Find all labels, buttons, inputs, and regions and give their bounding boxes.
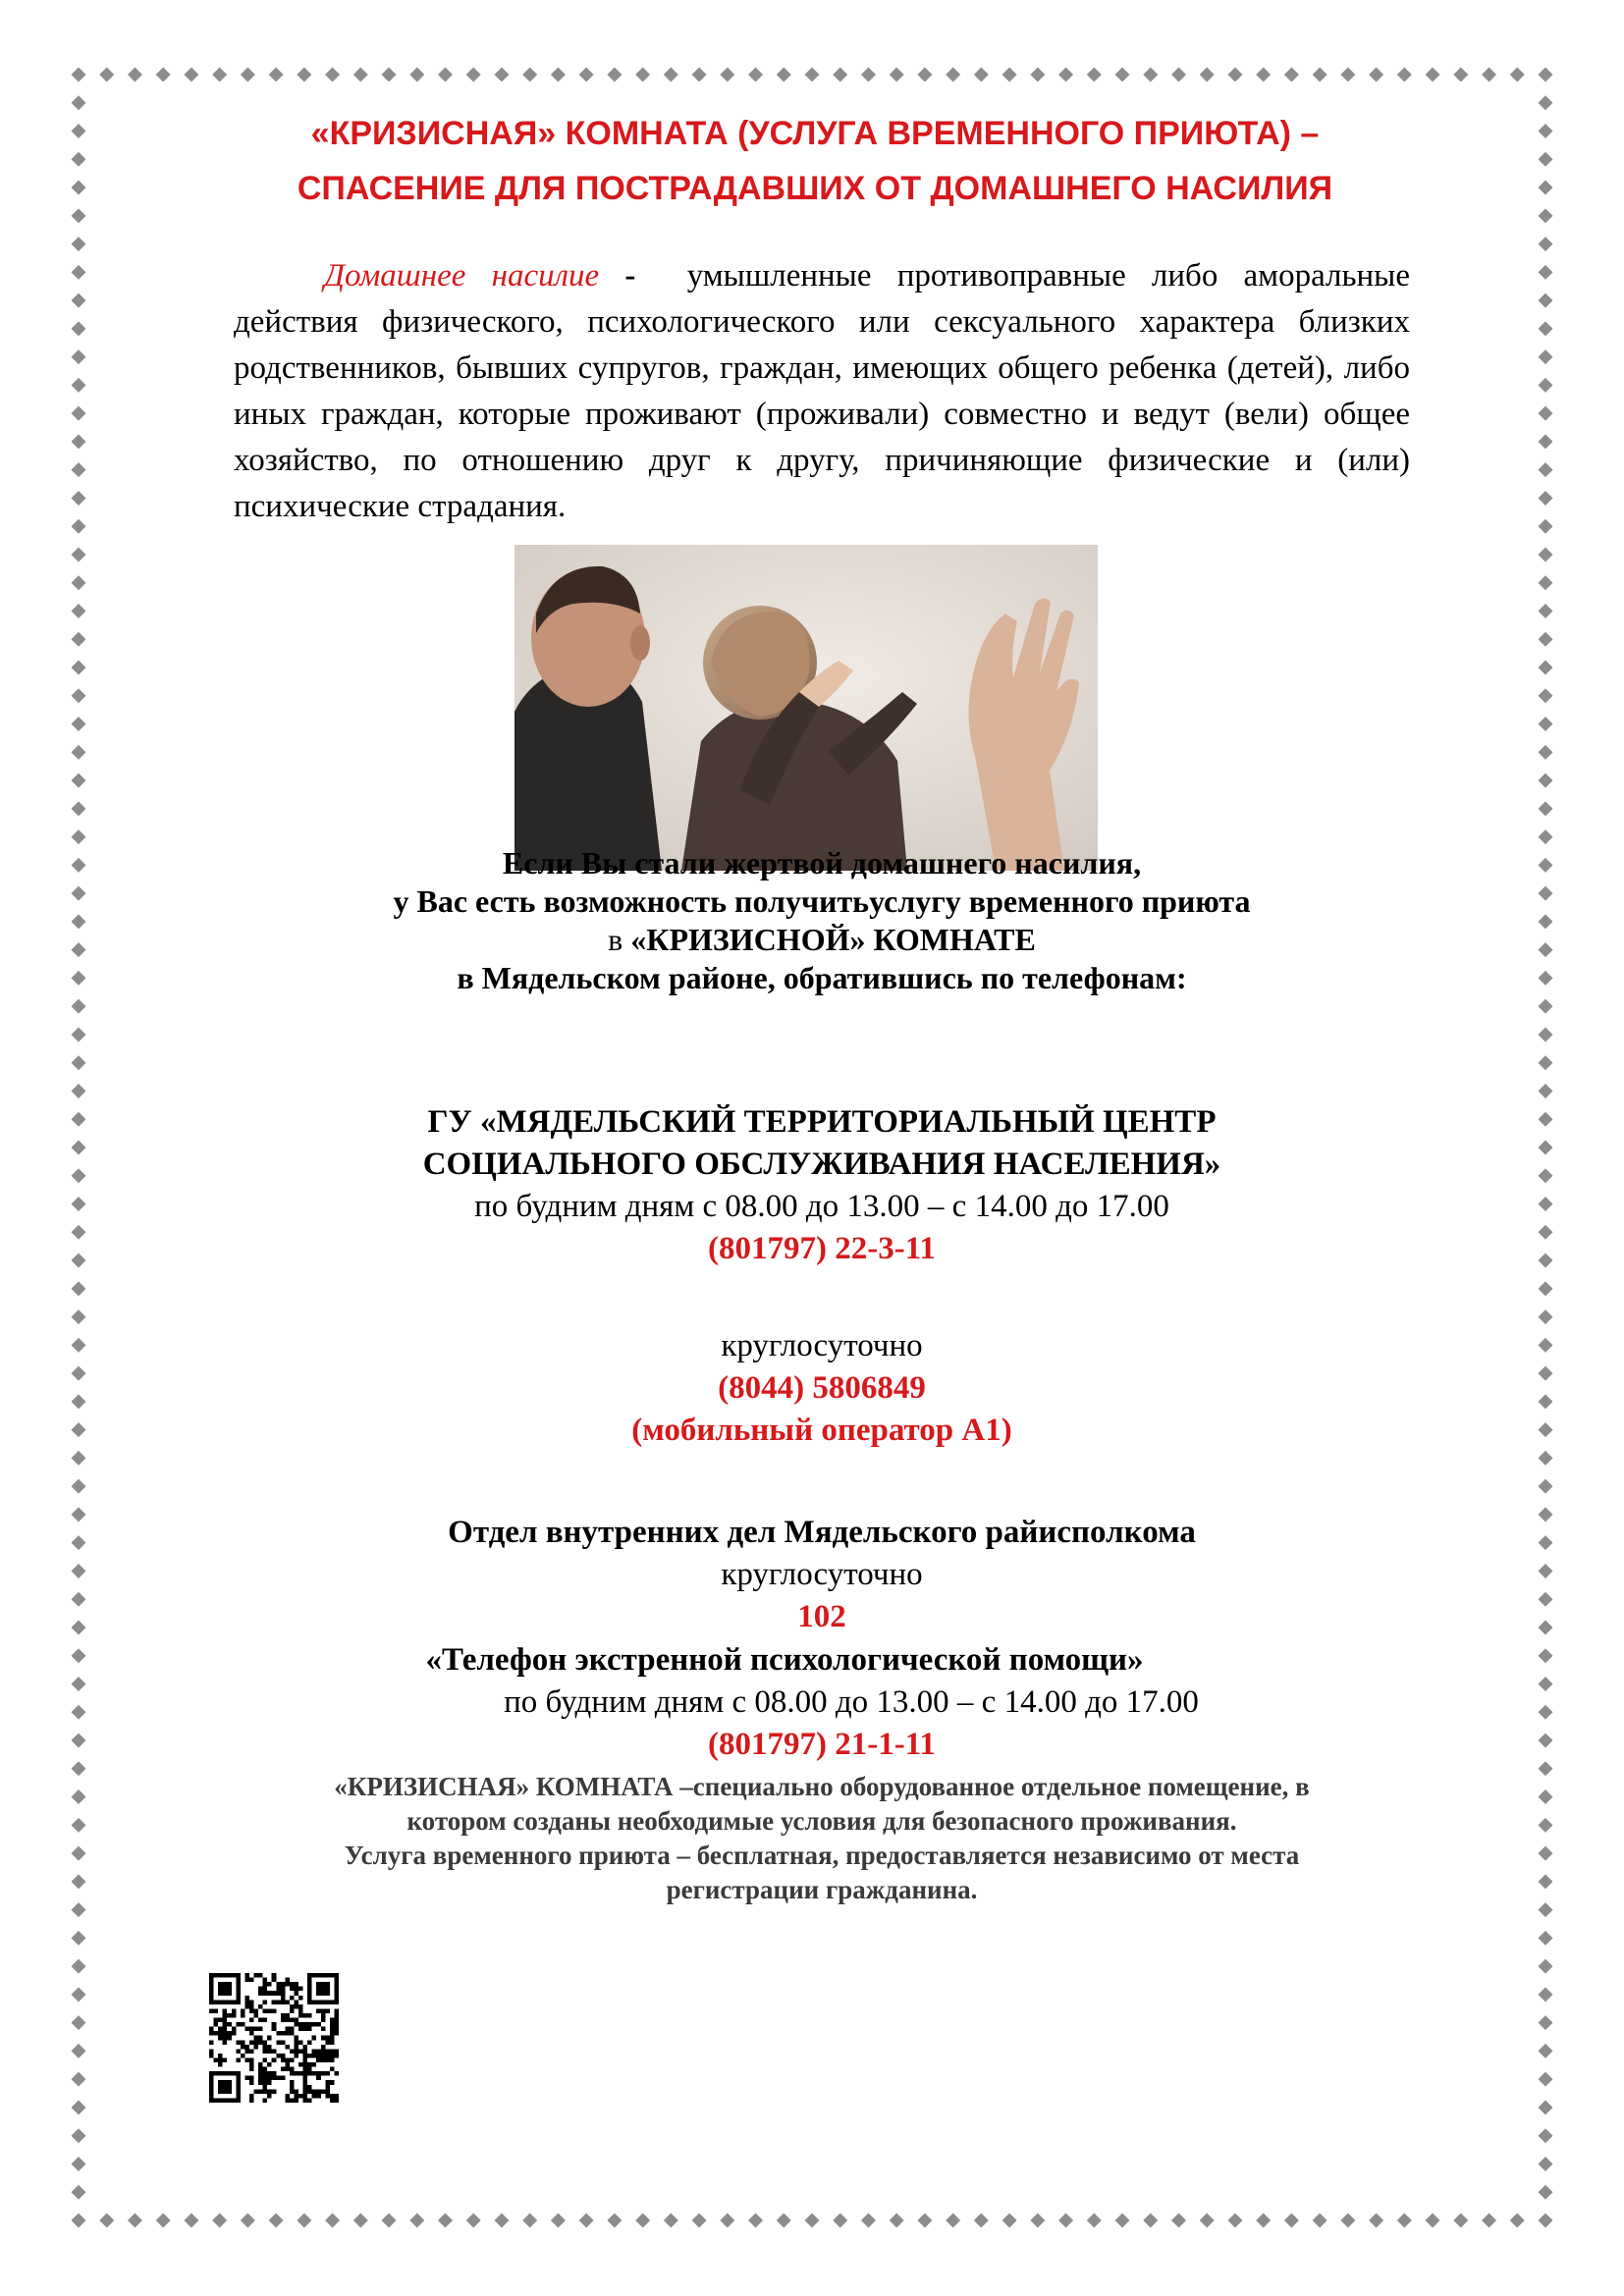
border-diamond: [72, 886, 86, 901]
border-diamond: [748, 2214, 763, 2228]
police-phone: 102: [797, 1599, 846, 1634]
border-diamond: [1539, 462, 1553, 477]
hotline-hours: по будним дням с 08.00 до 13.00 – с 14.00 до 17.00: [504, 1684, 1199, 1720]
border-diamond: [1256, 2214, 1271, 2228]
border-diamond: [1539, 971, 1553, 986]
border-diamond: [1058, 68, 1073, 82]
border-diamond: [1539, 1254, 1553, 1268]
border-diamond: [297, 68, 311, 82]
border-diamond: [241, 68, 255, 82]
border-diamond: [212, 2214, 227, 2228]
definition-paragraph: [234, 253, 1410, 530]
domestic-violence-illustration: [514, 545, 1098, 871]
border-diamond: [494, 68, 509, 82]
border-diamond: [833, 68, 847, 82]
border-diamond: [579, 2214, 594, 2228]
border-diamond: [635, 2214, 650, 2228]
border-diamond: [72, 294, 86, 308]
border-diamond: [1539, 434, 1553, 449]
border-diamond: [72, 1451, 86, 1466]
border-diamond: [1200, 68, 1215, 82]
border-diamond: [72, 1535, 86, 1550]
footer-line-1: «КРИЗИСНАЯ» КОМНАТА –специально оборудованное отдельное помещение, в: [334, 1772, 1310, 1801]
border-diamond: [1539, 1874, 1553, 1889]
border-diamond: [72, 1197, 86, 1211]
hotline-phone: (801797) 21-1-11: [708, 1727, 936, 1762]
border-diamond: [1539, 1084, 1553, 1098]
border-diamond: [1539, 1366, 1553, 1381]
border-diamond: [1539, 999, 1553, 1014]
border-diamond: [72, 2044, 86, 2058]
border-diamond: [777, 68, 791, 82]
border-diamond: [72, 124, 86, 138]
border-diamond: [551, 68, 566, 82]
border-diamond: [409, 68, 424, 82]
footer-line-2: котором созданы необходимые условия для безопасного проживания.: [406, 1806, 1237, 1836]
mobile-phone: (8044) 5806849: [718, 1370, 926, 1406]
border-diamond: [72, 237, 86, 251]
border-diamond: [1539, 124, 1553, 138]
border-diamond: [1256, 68, 1271, 82]
border-diamond: [1539, 688, 1553, 703]
border-diamond: [1539, 2044, 1553, 2058]
border-diamond: [1539, 1141, 1553, 1155]
border-diamond: [664, 2214, 678, 2228]
border-diamond: [99, 2214, 114, 2228]
border-diamond: [946, 68, 960, 82]
border-diamond: [1539, 1564, 1553, 1578]
border-diamond: [72, 575, 86, 590]
border-diamond: [1426, 68, 1440, 82]
border-diamond: [72, 2128, 86, 2143]
border-diamond: [1539, 1902, 1553, 1917]
border-diamond: [72, 95, 86, 110]
border-diamond: [1143, 2214, 1158, 2228]
border-diamond: [1200, 2214, 1215, 2228]
border-diamond: [128, 2214, 142, 2228]
border-diamond: [1539, 349, 1553, 364]
border-diamond: [551, 2214, 566, 2228]
border-diamond: [1539, 491, 1553, 506]
border-diamond: [1539, 2015, 1553, 2030]
border-diamond: [72, 1254, 86, 1268]
border-diamond: [1087, 2214, 1102, 2228]
border-diamond: [1539, 2128, 1553, 2143]
border-diamond: [72, 1141, 86, 1155]
border-diamond: [325, 2214, 340, 2228]
border-diamond: [974, 2214, 989, 2228]
border-diamond: [297, 2214, 311, 2228]
border-diamond: [353, 68, 368, 82]
border-diamond: [1002, 2214, 1017, 2228]
border-diamond: [1482, 68, 1496, 82]
border-diamond: [325, 68, 340, 82]
border-diamond: [833, 2214, 847, 2228]
border-diamond: [1482, 2214, 1496, 2228]
border-diamond: [1539, 378, 1553, 393]
border-diamond: [1539, 575, 1553, 590]
border-diamond: [72, 1592, 86, 1607]
definition-dash: -: [624, 258, 636, 294]
border-diamond: [466, 68, 481, 82]
border-diamond: [1539, 68, 1553, 82]
border-diamond: [72, 2185, 86, 2200]
border-diamond: [1539, 237, 1553, 251]
border-diamond: [72, 1479, 86, 1494]
border-diamond: [1539, 774, 1553, 788]
center-name-line-2: СОЦИАЛЬНОГО ОБСЛУЖИВАНИЯ НАСЕЛЕНИЯ»: [422, 1147, 1221, 1182]
border-diamond: [1539, 1394, 1553, 1409]
hotline-phone-block: [234, 1724, 1410, 1766]
border-diamond: [1539, 95, 1553, 110]
border-diamond: [72, 462, 86, 477]
border-diamond: [1171, 68, 1186, 82]
border-diamond: [72, 519, 86, 534]
border-diamond: [1539, 1112, 1553, 1127]
border-diamond: [1030, 68, 1045, 82]
border-diamond: [1539, 1507, 1553, 1522]
border-diamond: [72, 1648, 86, 1663]
border-diamond: [1539, 1309, 1553, 1324]
border-diamond: [1510, 2214, 1525, 2228]
border-diamond: [1539, 914, 1553, 929]
center-phone: (801797) 22-3-11: [708, 1231, 936, 1266]
border-diamond: [720, 2214, 734, 2228]
border-diamond: [1397, 2214, 1412, 2228]
hotline-details: [263, 1682, 1439, 1724]
border-diamond: [72, 914, 86, 929]
border-diamond: [1539, 745, 1553, 760]
definition-term: Домашнее насилие: [324, 258, 600, 294]
border-diamond: [72, 1564, 86, 1578]
border-diamond: [72, 2214, 86, 2228]
border-diamond: [72, 688, 86, 703]
center-name-line-1: ГУ «МЯДЕЛЬСКИЙ ТЕРРИТОРИАЛЬНЫЙ ЦЕНТР: [427, 1104, 1217, 1140]
border-diamond: [1539, 2100, 1553, 2114]
round-clock-label: круглосуточно: [721, 1328, 923, 1363]
border-diamond: [1143, 68, 1158, 82]
border-diamond: [494, 2214, 509, 2228]
border-diamond: [72, 208, 86, 223]
border-diamond: [72, 745, 86, 760]
border-diamond: [72, 1084, 86, 1098]
border-diamond: [1539, 1197, 1553, 1211]
border-diamond: [1539, 1987, 1553, 2002]
border-diamond: [1539, 1338, 1553, 1353]
border-diamond: [1369, 68, 1383, 82]
border-diamond: [1539, 1648, 1553, 1663]
border-diamond: [438, 2214, 453, 2228]
border-diamond: [1340, 68, 1355, 82]
border-diamond: [1539, 294, 1553, 308]
border-diamond: [1539, 2072, 1553, 2087]
border-diamond: [1539, 152, 1553, 167]
border-diamond: [72, 1874, 86, 1889]
border-diamond: [1539, 2214, 1553, 2228]
border-diamond: [1539, 1959, 1553, 1974]
border-diamond: [805, 68, 820, 82]
border-diamond: [72, 1734, 86, 1748]
border-diamond: [917, 68, 932, 82]
border-diamond: [72, 1281, 86, 1296]
border-diamond: [72, 491, 86, 506]
border-diamond: [156, 68, 171, 82]
border-diamond: [99, 68, 114, 82]
border-diamond: [72, 1027, 86, 1041]
border-diamond: [1539, 1225, 1553, 1240]
border-diamond: [1539, 1846, 1553, 1861]
border-diamond: [241, 2214, 255, 2228]
border-diamond: [1369, 2214, 1383, 2228]
notice-block: [234, 844, 1410, 997]
border-diamond: [1539, 942, 1553, 957]
border-diamond: [353, 2214, 368, 2228]
border-diamond: [1539, 2157, 1553, 2171]
border-diamond: [1539, 1931, 1553, 1946]
border-diamond: [72, 1987, 86, 2002]
border-diamond: [1539, 829, 1553, 844]
notice-line-3: [234, 921, 1410, 959]
border-diamond: [72, 632, 86, 647]
border-diamond: [1539, 265, 1553, 280]
border-diamond: [720, 68, 734, 82]
border-diamond: [861, 2214, 876, 2228]
border-diamond: [1539, 1592, 1553, 1607]
border-diamond: [1227, 2214, 1242, 2228]
border-diamond: [72, 1789, 86, 1804]
police-contacts: [234, 1512, 1410, 1638]
border-diamond: [1539, 1535, 1553, 1550]
border-diamond: [72, 829, 86, 844]
border-diamond: [72, 1846, 86, 1861]
center-hours: по будним дням с 08.00 до 13.00 – с 14.00 до 17.00: [474, 1189, 1169, 1224]
border-diamond: [72, 1959, 86, 1974]
page-title: [177, 106, 1453, 216]
border-diamond: [72, 1394, 86, 1409]
border-diamond: [1539, 1479, 1553, 1494]
border-diamond: [1171, 2214, 1186, 2228]
border-diamond: [1539, 858, 1553, 873]
border-diamond: [72, 406, 86, 421]
border-diamond: [269, 2214, 284, 2228]
border-diamond: [72, 349, 86, 364]
border-diamond: [1002, 68, 1017, 82]
border-diamond: [1227, 68, 1242, 82]
border-diamond: [269, 68, 284, 82]
border-diamond: [72, 1507, 86, 1522]
border-diamond: [890, 2214, 904, 2228]
border-diamond: [72, 1055, 86, 1070]
border-diamond: [1313, 68, 1327, 82]
border-diamond: [1539, 1705, 1553, 1720]
border-diamond: [1539, 519, 1553, 534]
hotline-name-block: [196, 1639, 1373, 1682]
border-diamond: [72, 2157, 86, 2171]
border-diamond: [1539, 181, 1553, 195]
border-diamond: [861, 68, 876, 82]
border-diamond: [72, 942, 86, 957]
border-diamond: [72, 1366, 86, 1381]
border-diamond: [184, 68, 198, 82]
border-diamond: [72, 2072, 86, 2087]
border-diamond: [1453, 68, 1468, 82]
border-diamond: [1539, 1761, 1553, 1776]
border-diamond: [890, 68, 904, 82]
border-diamond: [1539, 2185, 1553, 2200]
border-diamond: [466, 2214, 481, 2228]
border-diamond: [1115, 2214, 1130, 2228]
border-diamond: [72, 1677, 86, 1691]
border-diamond: [1510, 68, 1525, 82]
border-diamond: [1426, 2214, 1440, 2228]
center-round-clock: [234, 1325, 1410, 1452]
border-diamond: [212, 68, 227, 82]
border-diamond: [1539, 1734, 1553, 1748]
border-diamond: [1058, 2214, 1073, 2228]
border-diamond: [1284, 2214, 1299, 2228]
mobile-operator: (мобильный оператор А1): [631, 1413, 1012, 1448]
border-diamond: [438, 68, 453, 82]
border-diamond: [72, 801, 86, 816]
border-diamond: [72, 1112, 86, 1127]
border-diamond: [72, 68, 86, 82]
footer-line-3: Услуга временного приюта – бесплатная, предоставляется независимо от места: [344, 1841, 1300, 1870]
border-diamond: [1539, 801, 1553, 816]
border-diamond: [777, 2214, 791, 2228]
border-diamond: [382, 2214, 397, 2228]
border-diamond: [1539, 321, 1553, 336]
notice-line-2: у Вас есть возможность получитьуслугу временного приюта: [393, 883, 1251, 919]
border-diamond: [72, 1338, 86, 1353]
border-diamond: [72, 1620, 86, 1634]
title-line-1: «КРИЗИСНАЯ» КОМНАТА (УСЛУГА ВРЕМЕННОГО ПРИЮТА) –: [310, 115, 1320, 152]
footer-note: [234, 1770, 1410, 1907]
border-diamond: [974, 68, 989, 82]
border-diamond: [184, 2214, 198, 2228]
border-diamond: [72, 152, 86, 167]
border-diamond: [72, 2100, 86, 2114]
border-diamond: [917, 2214, 932, 2228]
notice-line-4: в Мядельском районе, обратившись по телефонам:: [457, 960, 1187, 995]
border-diamond: [72, 1168, 86, 1183]
border-diamond: [1539, 886, 1553, 901]
border-diamond: [1539, 547, 1553, 561]
border-diamond: [1539, 1422, 1553, 1437]
border-diamond: [72, 378, 86, 393]
illustration-photo: [514, 545, 1098, 871]
border-diamond: [1539, 1789, 1553, 1804]
border-diamond: [72, 999, 86, 1014]
border-diamond: [1539, 1451, 1553, 1466]
border-diamond: [1313, 2214, 1327, 2228]
police-name: Отдел внутренних дел Мядельского райисполкома: [448, 1515, 1196, 1550]
title-line-2: СПАСЕНИЕ ДЛЯ ПОСТРАДАВШИХ ОТ ДОМАШНЕГО НАСИЛИЯ: [297, 170, 1333, 207]
notice-line-3-bold: «КРИЗИСНОЙ» КОМНАТЕ: [630, 922, 1036, 957]
notice-line-1: Если Вы стали жертвой домашнего насилия,: [502, 845, 1142, 881]
border-diamond: [1539, 1818, 1553, 1833]
border-diamond: [72, 1761, 86, 1776]
border-diamond: [72, 1422, 86, 1437]
border-diamond: [156, 2214, 171, 2228]
border-diamond: [1539, 661, 1553, 675]
border-diamond: [607, 68, 622, 82]
border-diamond: [72, 717, 86, 731]
border-diamond: [1453, 2214, 1468, 2228]
border-diamond: [522, 2214, 537, 2228]
border-diamond: [1539, 1677, 1553, 1691]
qr-code-icon: [209, 1973, 339, 2103]
border-diamond: [382, 68, 397, 82]
border-diamond: [72, 1931, 86, 1946]
border-diamond: [1539, 1168, 1553, 1183]
border-diamond: [1539, 1281, 1553, 1296]
border-diamond: [805, 2214, 820, 2228]
police-round-clock: круглосуточно: [721, 1557, 923, 1592]
border-diamond: [72, 1705, 86, 1720]
border-diamond: [72, 858, 86, 873]
border-diamond: [692, 68, 707, 82]
border-diamond: [72, 265, 86, 280]
border-diamond: [579, 68, 594, 82]
border-diamond: [1539, 1027, 1553, 1041]
border-diamond: [1397, 68, 1412, 82]
border-diamond: [1539, 1055, 1553, 1070]
border-diamond: [72, 1309, 86, 1324]
border-diamond: [72, 547, 86, 561]
border-diamond: [72, 774, 86, 788]
border-diamond: [72, 604, 86, 618]
border-diamond: [72, 181, 86, 195]
border-diamond: [72, 434, 86, 449]
footer-line-4: регистрации гражданина.: [666, 1875, 978, 1904]
border-diamond: [72, 321, 86, 336]
border-diamond: [522, 68, 537, 82]
border-diamond: [128, 68, 142, 82]
border-diamond: [946, 2214, 960, 2228]
border-diamond: [1115, 68, 1130, 82]
border-diamond: [607, 2214, 622, 2228]
definition-text: умышленные противоправные либо аморальные действия физического, психологического или сексуального характера близких родственников, бывших супругов, граждан, имеющих общего ребенка (детей), либо иных граждан, которые проживают (проживали) совместно и ведут (вели) общее хозяйство, по отношению друг к другу, причиняющие физические и (или) психические страдания.: [234, 258, 1410, 524]
hotline-name: «Телефон экстренной психологической помощи»: [425, 1642, 1144, 1678]
border-diamond: [635, 68, 650, 82]
border-diamond: [1087, 68, 1102, 82]
border-diamond: [1340, 2214, 1355, 2228]
border-diamond: [1539, 406, 1553, 421]
border-diamond: [72, 1818, 86, 1833]
notice-line-3-prefix: в: [608, 922, 631, 957]
border-diamond: [1539, 604, 1553, 618]
border-diamond: [72, 2015, 86, 2030]
border-diamond: [72, 1902, 86, 1917]
border-diamond: [664, 68, 678, 82]
border-diamond: [692, 2214, 707, 2228]
border-diamond: [1539, 1620, 1553, 1634]
border-diamond: [1284, 68, 1299, 82]
border-diamond: [1539, 632, 1553, 647]
border-diamond: [409, 2214, 424, 2228]
border-diamond: [1539, 208, 1553, 223]
border-diamond: [72, 971, 86, 986]
border-diamond: [72, 1225, 86, 1240]
border-diamond: [1030, 2214, 1045, 2228]
border-diamond: [1539, 717, 1553, 731]
border-diamond: [72, 661, 86, 675]
border-diamond: [748, 68, 763, 82]
center-contacts: [234, 1101, 1410, 1270]
